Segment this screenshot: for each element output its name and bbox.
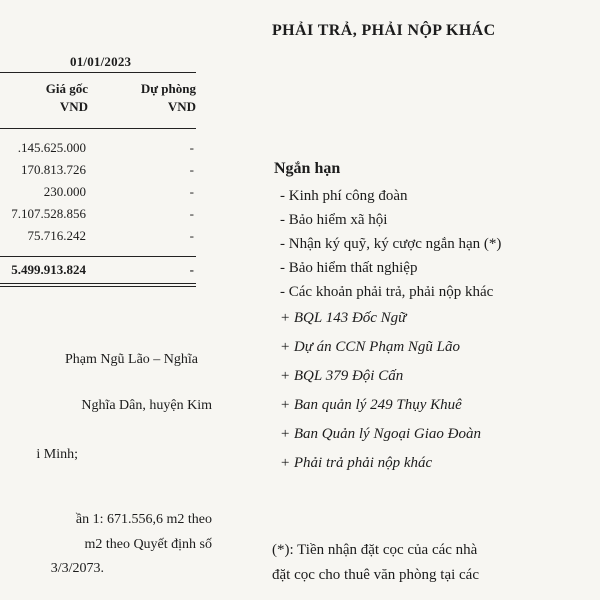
list-item: - Nhận ký quỹ, ký cược ngắn hạn (*) [280, 236, 502, 252]
cost-column-unit: VND [59, 99, 88, 114]
note-line: i Minh; [36, 447, 78, 462]
payables-list [280, 184, 600, 478]
date-column-header: 01/01/2023 [70, 54, 132, 69]
footnote [272, 538, 479, 588]
table-row [0, 140, 200, 162]
provision-cell: - [189, 162, 194, 177]
table-row [0, 162, 200, 184]
payables-section [272, 0, 600, 600]
footnote-line: đặt cọc cho thuê văn phòng tại các [272, 567, 479, 583]
short-term-heading: Ngắn hạn [274, 160, 341, 177]
cost-cell: 7.107.528.856 [11, 206, 86, 221]
header-rule [0, 72, 196, 73]
provision-column-unit: VND [167, 99, 196, 114]
section-title: PHẢI TRẢ, PHẢI NỘP KHÁC [272, 22, 496, 39]
provision-column-label: Dự phòng [140, 81, 196, 96]
table-body [0, 140, 200, 250]
note-line: m2 theo Quyết định số [84, 537, 212, 552]
cost-cell: .145.625.000 [17, 140, 86, 155]
list-subitem: + Dự án CCN Phạm Ngũ Lão [280, 339, 460, 355]
footnote-line: (*): Tiền nhận đặt cọc của các nhà [272, 542, 478, 558]
list-subitem: + Phải trả phải nộp khác [280, 455, 433, 471]
note-line: Phạm Ngũ Lão – Nghĩa [65, 352, 198, 367]
note-line: 3/3/2073. [50, 561, 104, 576]
list-item: - Bảo hiểm xã hội [280, 212, 388, 228]
cost-cell: 75.716.242 [27, 228, 86, 243]
note-line: Nghĩa Dân, huyện Kim [81, 398, 212, 413]
list-subitem: + BQL 379 Đội Cấn [280, 368, 404, 384]
total-double-rule [0, 283, 196, 284]
total-row [0, 262, 200, 282]
list-subitem: + Ban quản lý 249 Thụy Khuê [280, 397, 462, 413]
provision-column-header [118, 80, 196, 116]
cost-cell: 170.813.726 [21, 162, 86, 177]
cost-cell: 230.000 [43, 184, 86, 199]
table-row [0, 206, 200, 228]
list-item: - Bảo hiểm thất nghiệp [280, 260, 418, 276]
column-header-rule [0, 128, 196, 129]
note-line: ần 1: 671.556,6 m2 theo [75, 512, 212, 527]
list-item: - Kinh phí công đoàn [280, 188, 408, 204]
list-subitem: + Ban Quản lý Ngoại Giao Đoàn [280, 426, 481, 442]
table-row [0, 184, 200, 206]
provision-cell: - [189, 140, 194, 155]
provision-cell: - [189, 228, 194, 243]
table-row [0, 228, 200, 250]
total-provision-cell: - [189, 262, 194, 277]
cost-column-header [20, 80, 88, 116]
provision-cell: - [189, 206, 194, 221]
provision-cell: - [189, 184, 194, 199]
total-cost-cell: 5.499.913.824 [11, 262, 86, 277]
list-item: - Các khoản phải trả, phải nộp khác [280, 284, 494, 300]
total-rule [0, 256, 196, 257]
left-table-panel [0, 0, 250, 600]
list-subitem: + BQL 143 Đốc Ngữ [280, 310, 407, 326]
total-double-rule [0, 286, 196, 287]
cost-column-label: Giá gốc [45, 81, 88, 96]
